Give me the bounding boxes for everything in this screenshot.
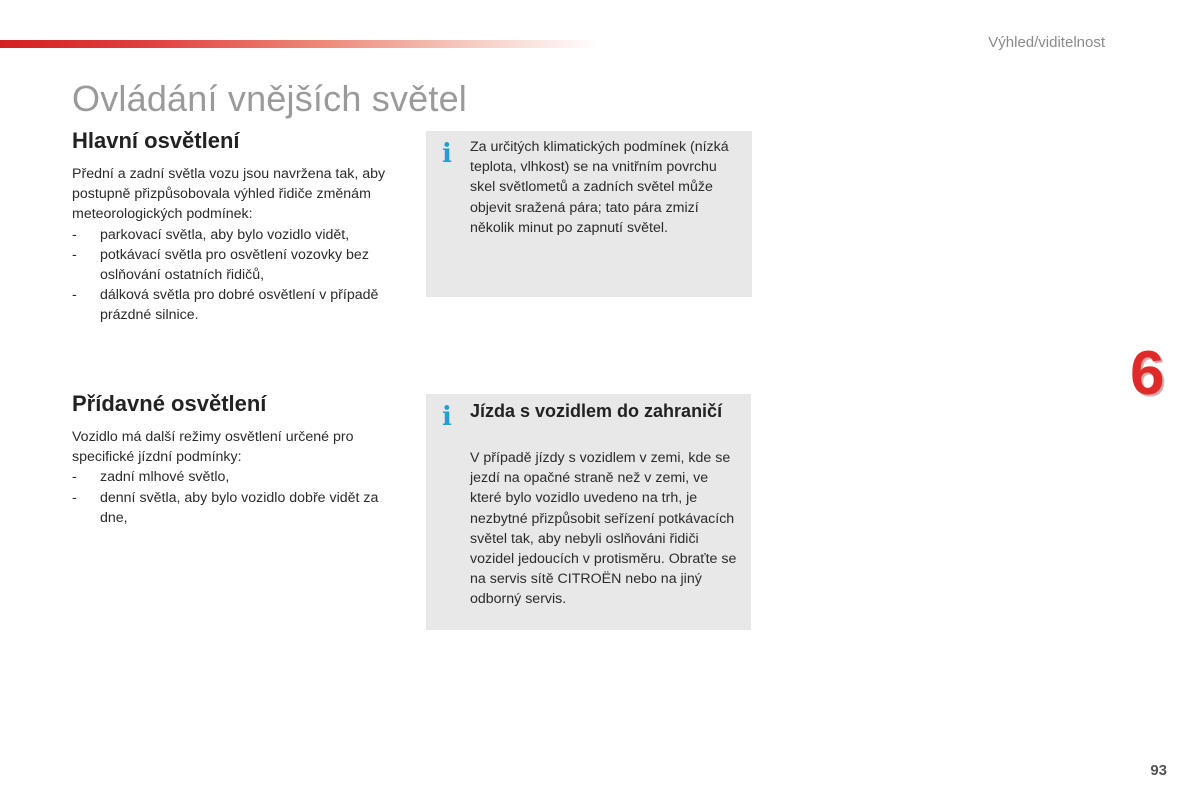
list-item-text: parkovací světla, aby bylo vozidlo vidět,	[100, 226, 350, 243]
list-item-text: denní světla, aby bylo vozidlo dobře vidět za dne,	[100, 489, 379, 526]
main-lighting-list	[72, 225, 402, 326]
list-item-text: dálková světla pro dobré osvětlení v případě prázdné silnice.	[100, 287, 379, 324]
additional-lighting-list	[72, 467, 402, 528]
chapter-number: 6	[1130, 339, 1165, 408]
additional-lighting-intro: Vozidlo má další režimy osvětlení určené pro specifické jízdní podmínky:	[72, 429, 354, 466]
info-icon: i	[442, 402, 452, 432]
list-dash: -	[72, 469, 77, 486]
additional-lighting-heading: Přídavné osvětlení	[72, 391, 267, 416]
list-item	[72, 467, 402, 487]
list-item	[72, 285, 402, 325]
page-title: Ovládání vnějších světel	[72, 78, 467, 119]
condensation-note-text: Za určitých klimatických podmínek (nízká teplota, vlhkost) se na vnitřním povrchu skel světlometů a zadních světel může objevit sražená pára; tato pára zmizí několik minut po zapnutí světel.	[470, 139, 729, 236]
list-item	[72, 488, 402, 528]
section-label: Výhled/viditelnost	[988, 34, 1105, 51]
driving-abroad-info-note	[426, 394, 751, 630]
main-lighting-section	[72, 128, 402, 326]
list-dash: -	[72, 246, 77, 263]
additional-lighting-section	[72, 391, 402, 528]
condensation-info-note	[426, 131, 752, 297]
main-lighting-intro: Přední a zadní světla vozu jsou navržena tak, aby postupně přizpůsobovala výhled řidiče změnám meteorologických podmínek:	[72, 166, 386, 223]
list-item	[72, 225, 402, 245]
list-dash: -	[72, 287, 77, 304]
list-dash: -	[72, 226, 77, 243]
list-item	[72, 245, 402, 285]
header-accent-bar	[0, 40, 600, 48]
list-item-text: zadní mlhové světlo,	[100, 469, 230, 486]
info-icon: i	[442, 139, 452, 169]
main-lighting-heading: Hlavní osvětlení	[72, 128, 240, 153]
page-number: 93	[1150, 762, 1167, 779]
driving-abroad-text: V případě jízdy s vozidlem v zemi, kde se jezdí na opačné straně než v zemi, ve které bylo vozidlo uvedeno na trh, je nezbytné přizpůsobit seřízení potkávacích světel tak, aby nebyli oslňováni řidiči vozidel jedoucích v protisměru. Obraťte se na servis sítě CITROËN nebo na jiný odborný servis.	[470, 450, 737, 608]
list-item-text: potkávací světla pro osvětlení vozovky bez oslňování ostatních řidičů,	[100, 246, 369, 284]
driving-abroad-heading: Jízda s vozidlem do zahraničí	[470, 401, 723, 421]
list-dash: -	[72, 489, 77, 506]
